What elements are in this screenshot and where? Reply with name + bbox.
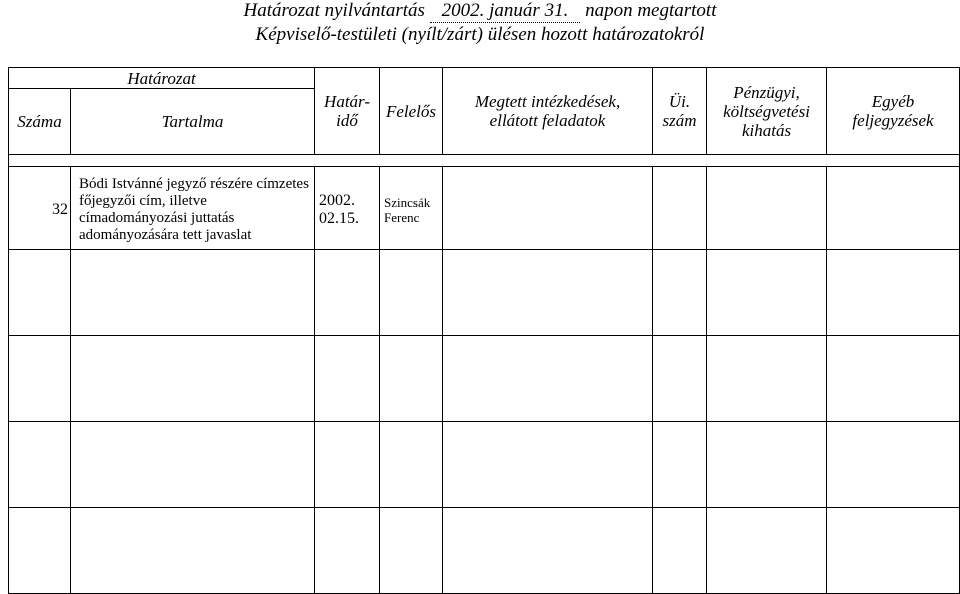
empty-row xyxy=(9,250,960,336)
header-ui-szam: Üi. szám xyxy=(653,68,707,155)
table-row xyxy=(9,167,960,250)
header-szama: Száma xyxy=(9,89,71,155)
cell-penzugyi xyxy=(707,167,827,250)
cell-ui-szam xyxy=(653,167,707,250)
resolution-register-table xyxy=(8,67,960,594)
cell-megtett xyxy=(443,167,653,250)
cell-hatarido: 2002. 02.15. xyxy=(315,167,380,250)
header-megtett: Megtett intézkedések, ellátott feladatok xyxy=(443,68,653,155)
empty-row xyxy=(9,508,960,594)
register-title xyxy=(0,0,960,23)
header-hatarozat: Határozat xyxy=(9,68,315,89)
meeting-date: 2002. január 31. xyxy=(430,0,581,23)
cell-tartalma: Bódi Istvánné jegyző részére címzetes főjegyzői cím, illetve címadományozási juttatás adományozására tett javaslat xyxy=(71,167,315,250)
separator xyxy=(9,155,960,167)
cell-szama: 32 xyxy=(9,167,71,250)
header-felelos: Felelős xyxy=(380,68,443,155)
header-tartalma: Tartalma xyxy=(71,89,315,155)
register-subtitle: Képviselő-testületi (nyílt/zárt) ülésen hozott határozatokról xyxy=(255,24,705,45)
title-text-b: napon megtartott xyxy=(585,0,717,21)
title-text-a: Határozat nyilvántartás xyxy=(243,0,425,21)
empty-row xyxy=(9,336,960,422)
header-penzugyi: Pénzügyi, költségvetési kihatás xyxy=(707,68,827,155)
header-egyeb: Egyéb feljegyzések xyxy=(827,68,960,155)
header-hatarido: Határ- idő xyxy=(315,68,380,155)
cell-egyeb xyxy=(827,167,960,250)
empty-row xyxy=(9,422,960,508)
cell-felelos: Szincsák Ferenc xyxy=(380,167,443,250)
